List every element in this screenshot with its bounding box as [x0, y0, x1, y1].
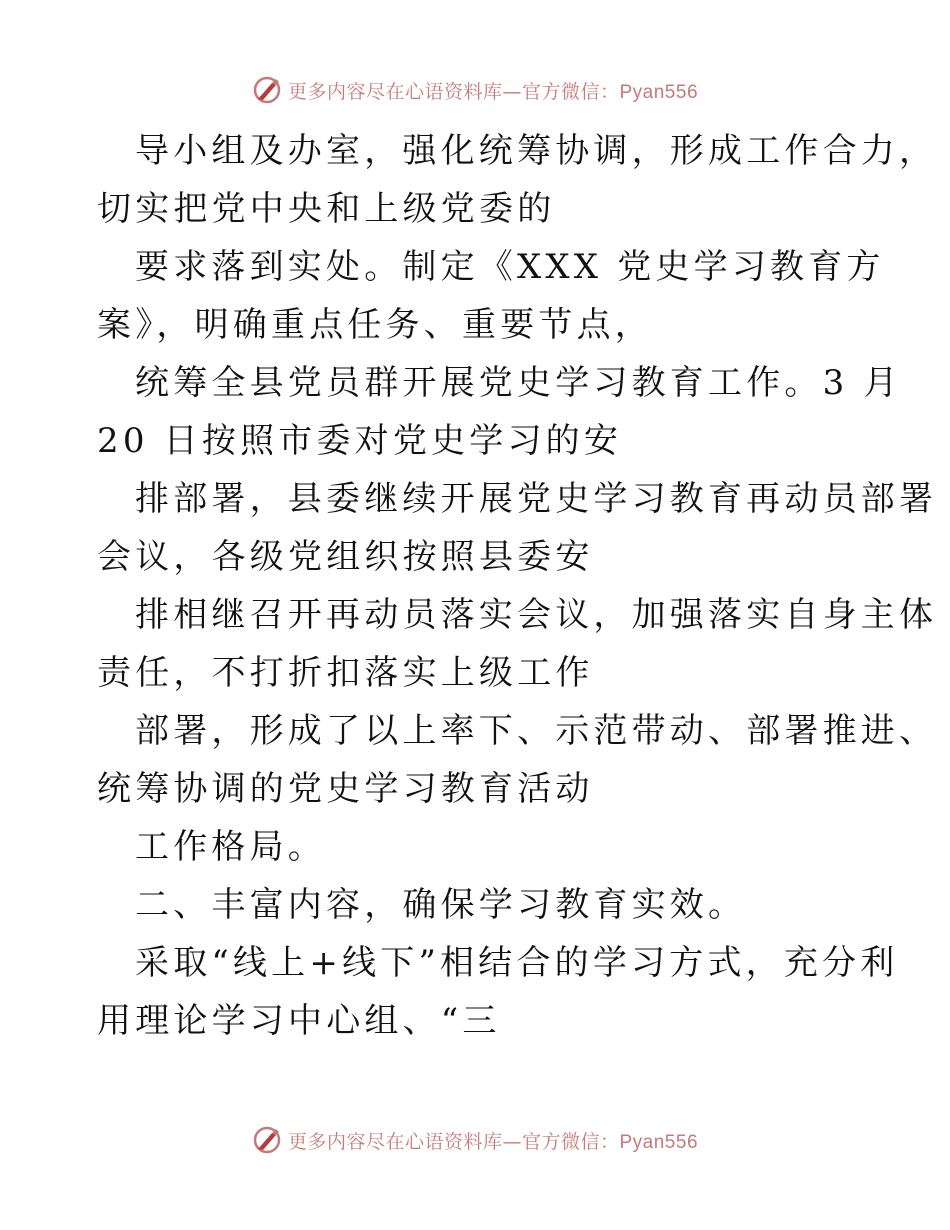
- text-line: 切实把党中央和上级党委的: [97, 189, 556, 229]
- text-line: 采取“线上+线下”相结合的学习方式，充分利: [135, 943, 899, 983]
- text-line: 统筹全县党员群开展党史学习教育工作。3 月: [135, 363, 902, 403]
- pen-logo-icon: [252, 75, 282, 105]
- text-line: 排相继召开再动员落实会议，加强落实自身主体: [135, 595, 938, 635]
- text-line: 责任，不打折扣落实上级工作: [97, 653, 594, 693]
- section-heading: 二、丰富内容，确保学习教育实效。: [135, 885, 747, 925]
- text-line: 20 日按照市委对党史学习的安: [97, 421, 623, 461]
- pen-logo-icon: [252, 1125, 282, 1155]
- text-line: 用理论学习中心组、“三: [97, 1001, 501, 1041]
- text-line: 案》，明确重点任务、重要节点，: [97, 305, 653, 345]
- header-watermark: [0, 73, 950, 107]
- document-body: [97, 122, 938, 1050]
- watermark-text: 更多内容尽在心语资料库—官方微信：Pyan556: [287, 1130, 699, 1153]
- footer-watermark: [0, 1123, 950, 1157]
- text-line: 工作格局。: [135, 827, 326, 867]
- text-line: 排部署，县委继续开展党史学习教育再动员部署: [135, 479, 938, 519]
- text-line: 要求落到实处。制定《XXX 党史学习教育方: [135, 247, 885, 287]
- text-line: 会议，各级党组织按照县委安: [97, 537, 594, 577]
- text-line: 导小组及办室，强化统筹协调，形成工作合力，: [135, 131, 938, 171]
- watermark-text: 更多内容尽在心语资料库—官方微信：Pyan556: [287, 80, 699, 103]
- text-line: 部署，形成了以上率下、示范带动、部署推进、: [135, 711, 938, 751]
- text-line: 统筹协调的党史学习教育活动: [97, 769, 594, 809]
